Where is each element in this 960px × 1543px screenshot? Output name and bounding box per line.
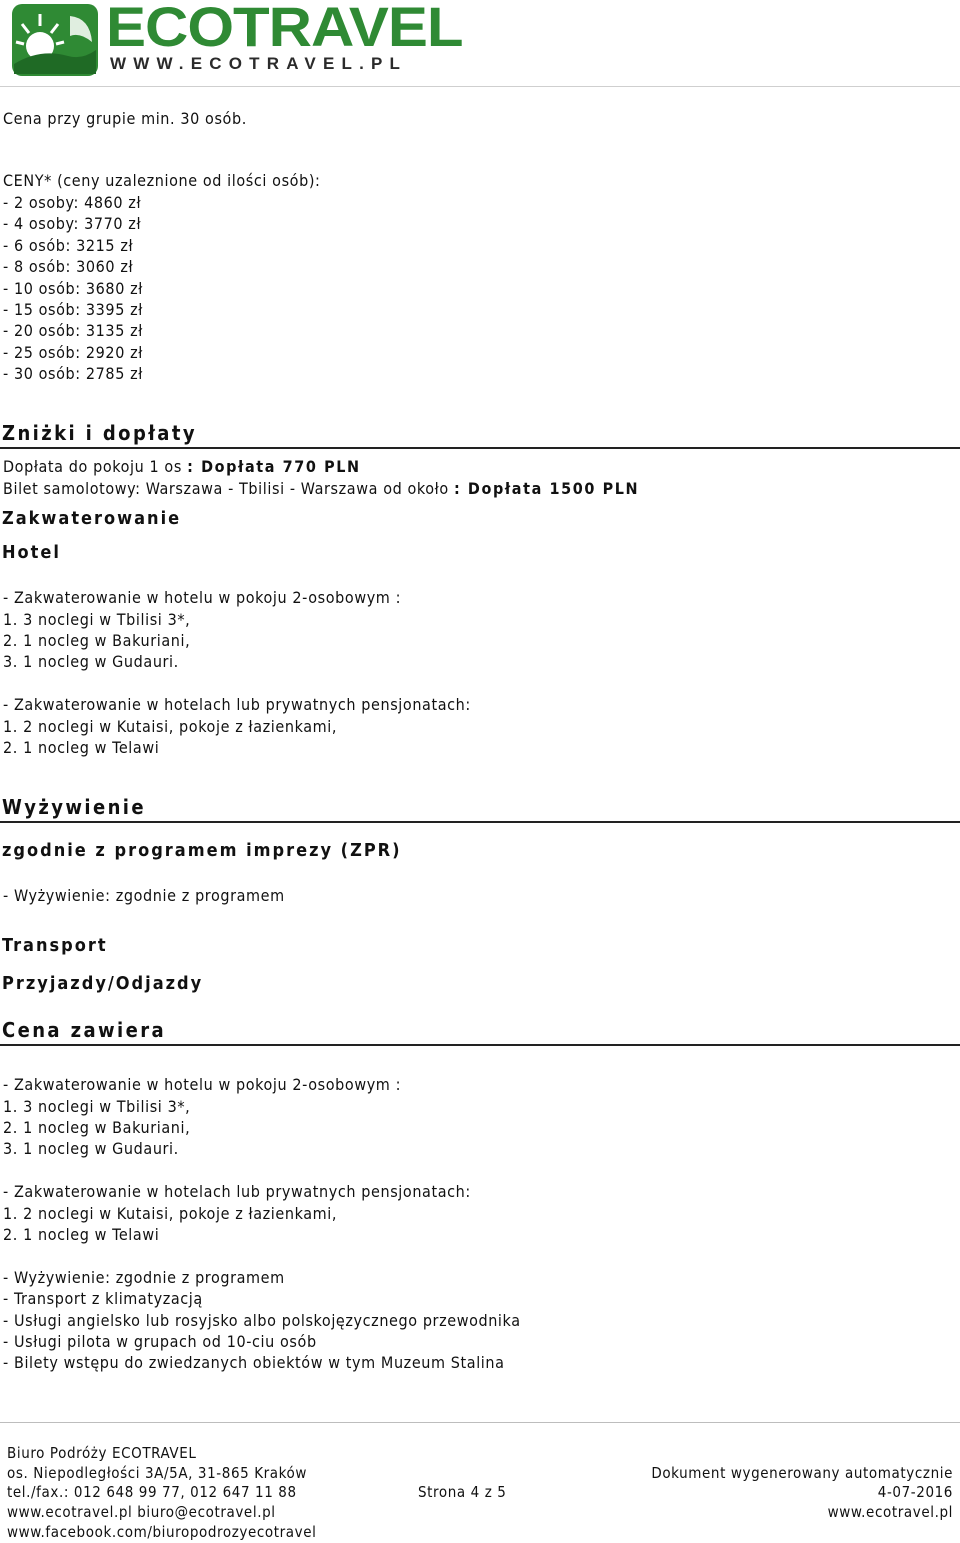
discount-value: : Dopłata 1500 PLN bbox=[453, 479, 640, 498]
included-line: - Usługi pilota w grupach od 10-ciu osób bbox=[3, 1332, 317, 1351]
discounts-heading: Zniżki i dopłaty bbox=[2, 421, 197, 445]
accommodation-subheading: Hotel bbox=[2, 542, 61, 563]
footer-phone: tel./fax.: 012 648 99 77, 012 647 11 88 bbox=[7, 1483, 297, 1501]
footer-facebook-link[interactable]: www.facebook.com/biuropodrozyecotravel bbox=[7, 1523, 317, 1541]
transport-subheading: Przyjazdy/Odjazdy bbox=[2, 973, 204, 994]
included-line: - Wyżywienie: zgodnie z programem bbox=[3, 1268, 285, 1287]
brand-url: WWW.ECOTRAVEL.PL bbox=[110, 54, 408, 73]
footer-generated-note: Dokument wygenerowany automatycznie bbox=[651, 1464, 953, 1482]
included-line: 1. 2 noclegi w Kutaisi, pokoje z łazienkami, bbox=[3, 1204, 338, 1223]
brand-name: ECOTRAVEL bbox=[106, 0, 463, 58]
discount-value: : Dopłata 770 PLN bbox=[187, 457, 361, 476]
discount-item-single-room bbox=[3, 456, 361, 478]
footer-company: Biuro Podróży ECOTRAVEL bbox=[7, 1444, 197, 1462]
transport-heading: Transport bbox=[2, 935, 108, 956]
header-divider bbox=[0, 86, 960, 87]
group-note: Cena przy grupie min. 30 osób. bbox=[3, 109, 247, 128]
section-divider bbox=[0, 821, 960, 823]
included-line: 2. 1 nocleg w Bakuriani, bbox=[3, 1118, 191, 1137]
accommodation-line: 2. 1 nocleg w Telawi bbox=[3, 738, 160, 757]
discount-label: Bilet samolotowy: Warszawa - Tbilisi - Warszawa od około bbox=[3, 479, 449, 498]
footer-divider bbox=[0, 1422, 960, 1423]
footer-website-link[interactable]: www.ecotravel.pl bbox=[827, 1503, 953, 1521]
accommodation-line: 3. 1 nocleg w Gudauri. bbox=[3, 652, 179, 671]
accommodation-line: - Zakwaterowanie w hotelach lub prywatnych pensjonatach: bbox=[3, 695, 471, 714]
included-line: - Zakwaterowanie w hotelu w pokoju 2-osobowym : bbox=[3, 1075, 402, 1094]
section-divider bbox=[0, 1044, 960, 1046]
accommodation-line: - Zakwaterowanie w hotelu w pokoju 2-osobowym : bbox=[3, 588, 402, 607]
price-item: - 20 osób: 3135 zł bbox=[3, 321, 143, 340]
footer-date: 4-07-2016 bbox=[877, 1483, 953, 1501]
sun-landscape-logo-icon bbox=[10, 2, 100, 78]
meals-line: - Wyżywienie: zgodnie z programem bbox=[3, 886, 285, 905]
included-line: 1. 3 noclegi w Tbilisi 3*, bbox=[3, 1097, 191, 1116]
footer-web-email-link[interactable]: www.ecotravel.pl biuro@ecotravel.pl bbox=[7, 1503, 276, 1521]
price-item: - 25 osób: 2920 zł bbox=[3, 343, 143, 362]
included-line: - Transport z klimatyzacją bbox=[3, 1289, 203, 1308]
ecotravel-logo[interactable] bbox=[10, 2, 470, 82]
included-heading: Cena zawiera bbox=[2, 1018, 167, 1042]
included-line: 2. 1 nocleg w Telawi bbox=[3, 1225, 160, 1244]
accommodation-line: 2. 1 nocleg w Bakuriani, bbox=[3, 631, 191, 650]
section-divider bbox=[0, 447, 960, 449]
prices-heading: CENY* (ceny uzaleznione od ilości osób): bbox=[3, 171, 321, 190]
included-line: - Bilety wstępu do zwiedzanych obiektów w tym Muzeum Stalina bbox=[3, 1353, 505, 1372]
discount-label: Dopłata do pokoju 1 os bbox=[3, 457, 182, 476]
accommodation-heading: Zakwaterowanie bbox=[2, 508, 182, 529]
price-item: - 4 osoby: 3770 zł bbox=[3, 214, 142, 233]
meals-subheading: zgodnie z programem imprezy (ZPR) bbox=[2, 840, 402, 861]
footer-address: os. Niepodległości 3A/5A, 31-865 Kraków bbox=[7, 1464, 308, 1482]
price-item: - 10 osób: 3680 zł bbox=[3, 279, 143, 298]
price-item: - 6 osób: 3215 zł bbox=[3, 236, 134, 255]
accommodation-line: 1. 3 noclegi w Tbilisi 3*, bbox=[3, 610, 191, 629]
price-item: - 30 osób: 2785 zł bbox=[3, 364, 143, 383]
included-line: - Usługi angielsko lub rosyjsko albo polskojęzycznego przewodnika bbox=[3, 1311, 521, 1330]
included-line: 3. 1 nocleg w Gudauri. bbox=[3, 1139, 179, 1158]
meals-heading: Wyżywienie bbox=[2, 795, 146, 819]
price-item: - 15 osób: 3395 zł bbox=[3, 300, 143, 319]
page-number: Strona 4 z 5 bbox=[418, 1483, 507, 1501]
included-line: - Zakwaterowanie w hotelach lub prywatnych pensjonatach: bbox=[3, 1182, 471, 1201]
discount-item-flight bbox=[3, 478, 639, 500]
accommodation-line: 1. 2 noclegi w Kutaisi, pokoje z łazienkami, bbox=[3, 717, 338, 736]
price-item: - 8 osób: 3060 zł bbox=[3, 257, 134, 276]
price-item: - 2 osoby: 4860 zł bbox=[3, 193, 142, 212]
